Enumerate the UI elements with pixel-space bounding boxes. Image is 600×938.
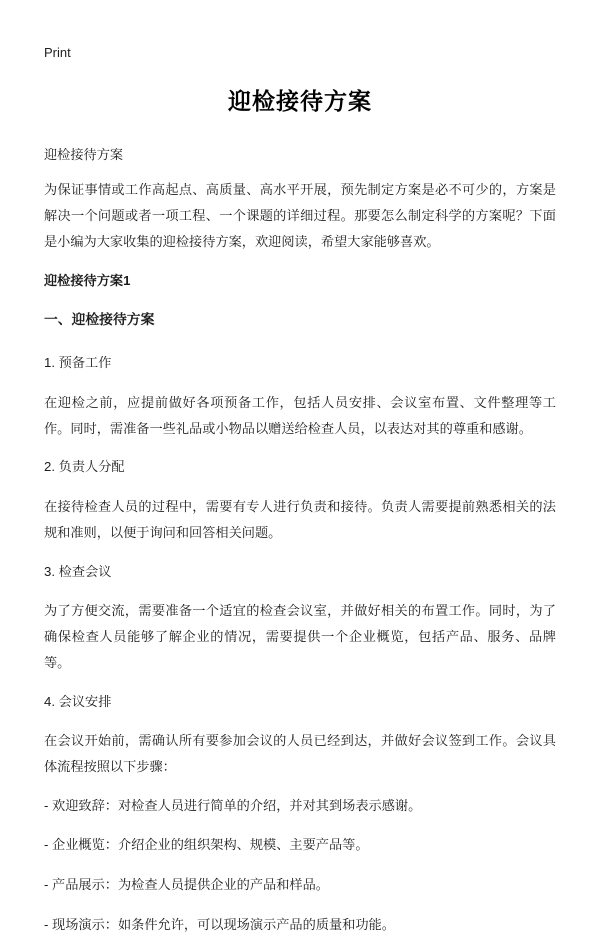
page-title: 迎检接待方案 — [228, 87, 372, 114]
list-item: - 产品展示：为检查人员提供企业的产品和样品。 — [44, 877, 329, 893]
paragraph: 迎检接待方案 — [44, 146, 124, 162]
subsection-heading: 3. 检查会议 — [44, 563, 112, 579]
paragraph: 为了方便交流，需要准备一个适宜的检查会议室，并做好相关的布置工作。同时，为了确保检查人员能够了解企业的情况，需要提供一个企业概览，包括产品、服务、品牌等。 — [44, 603, 556, 670]
subsection-heading: 4. 会议安排 — [44, 693, 112, 709]
subsection-heading: 2. 负责人分配 — [44, 459, 125, 475]
section-heading: 一、迎检接待方案 — [44, 312, 155, 328]
paragraph: 在会议开始前，需确认所有要参加会议的人员已经到达，并做好会议签到工作。会议具体流程按照以下步骤： — [44, 733, 556, 774]
paragraph: 在接待检查人员的过程中，需要有专人进行负责和接待。负责人需要提前熟悉相关的法规和准则，以便于询问和回答相关问题。 — [44, 499, 556, 540]
document-body — [44, 142, 556, 938]
section-heading: 迎检接待方案1 — [44, 272, 131, 288]
list-item: - 现场演示：如条件允许，可以现场演示产品的质量和功能。 — [44, 916, 395, 932]
list-item: - 企业概览：介绍企业的组织架构、规模、主要产品等。 — [44, 837, 369, 853]
list-item: - 欢迎致辞：对检查人员进行简单的介绍，并对其到场表示感谢。 — [44, 797, 422, 813]
print-button[interactable]: Print — [44, 45, 71, 60]
paragraph: 在迎检之前，应提前做好各项预备工作，包括人员安排、会议室布置、文件整理等工作。同时，需准备一些礼品或小物品以赠送给检查人员，以表达对其的尊重和感谢。 — [44, 394, 556, 436]
paragraph: 为保证事情或工作高起点、高质量、高水平开展，预先制定方案是必不可少的，方案是解决一个问题或者一项工程、一个课题的详细过程。那要怎么制定科学的方案呢？下面是小编为大家收集的迎检接待方案，欢迎阅读，希望大家能够喜欢。 — [44, 182, 556, 249]
subsection-heading: 1. 预备工作 — [44, 355, 112, 371]
